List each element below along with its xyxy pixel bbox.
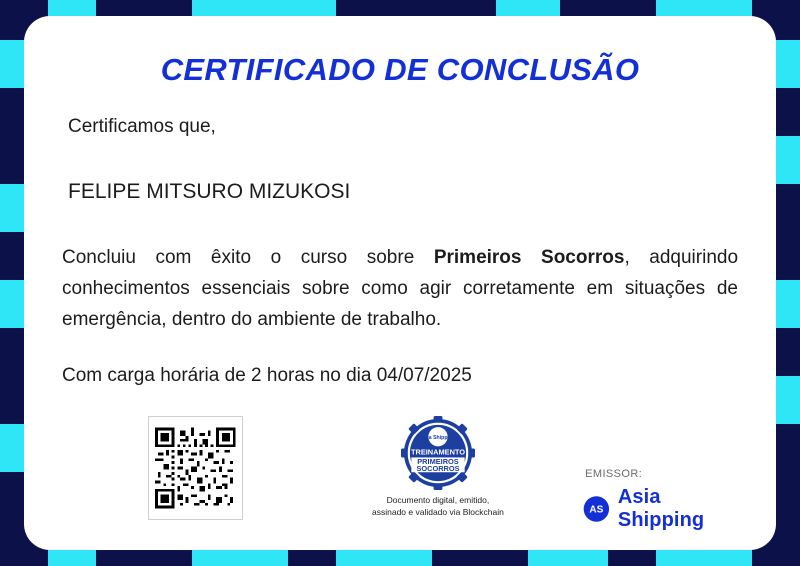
asia-shipping-logo-icon [583, 494, 610, 524]
certificate-title: CERTIFICADO DE CONCLUSÃO [160, 52, 640, 87]
description-after: , adquirindo conhecimentos essenciais sobre como agir corretamente em situações de emergência, dentro do ambiente de trabalho. [62, 247, 739, 330]
certificate-footer [62, 416, 738, 546]
seal-line1: TREINAMENTO [410, 447, 465, 457]
intro-text: Certificamos que, [68, 116, 216, 137]
recipient-name: FELIPE MITSURO MIZUKOSI [68, 180, 351, 203]
seal-caption-line1: Documento digital, emitido, [386, 495, 490, 505]
blockchain-seal-block [353, 416, 523, 518]
border-block [480, 548, 528, 566]
workload-text: Com carga horária de 2 horas no dia 04/07/2025 [62, 365, 472, 386]
seal-caption [353, 494, 523, 518]
seal-caption-line2: assinado e validado via Blockchain [372, 507, 504, 517]
training-seal-icon [401, 416, 475, 490]
border-block [96, 548, 144, 566]
seal-line3: SOCORROS [416, 463, 460, 473]
issuer-logo [583, 486, 738, 532]
certificate-card [24, 16, 776, 550]
course-description [62, 242, 738, 335]
issuer-mark: AS [589, 504, 604, 516]
description-before: Concluiu com êxito o curso sobre [62, 247, 434, 268]
issuer-block [583, 468, 738, 532]
issuer-name: Asia Shipping [617, 486, 705, 531]
course-name: Primeiros Socorros [433, 247, 625, 268]
seal-line2: PRIMEIROS [417, 457, 459, 467]
qr-code-icon [155, 423, 236, 513]
border-block [288, 548, 336, 566]
seal-brand: Asia Shipping [420, 434, 456, 441]
issuer-label: EMISSOR: [585, 468, 643, 480]
qr-code[interactable] [148, 416, 243, 520]
